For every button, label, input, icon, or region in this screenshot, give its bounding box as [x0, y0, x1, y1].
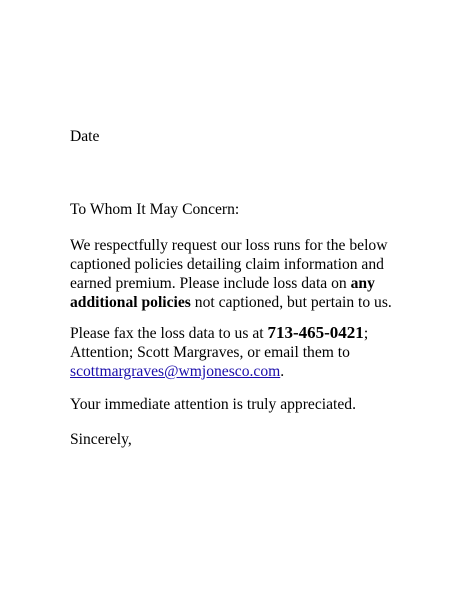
fax-line-1-text: Please fax the loss data to us at — [70, 325, 268, 342]
fax-line-1-suffix: ; — [363, 325, 369, 342]
request-line-3-text: earned premium. Please include loss data on — [70, 275, 351, 292]
request-line-4-text: not captioned, but pertain to us. — [190, 294, 392, 311]
request-paragraph — [70, 236, 470, 312]
emphasis-any: any — [350, 275, 375, 292]
salutation: To Whom It May Concern: — [70, 201, 240, 218]
fax-phone-number: 713-465-0421 — [267, 323, 364, 342]
request-line-2: captioned policies detailing claim information and — [70, 256, 384, 273]
request-line-1: We respectfully request our loss runs for the below — [70, 237, 388, 254]
appreciation-line: Your immediate attention is truly appreciated. — [70, 396, 356, 413]
fax-line-2: Attention; Scott Margraves, or email them to — [70, 344, 350, 361]
fax-line-3 — [70, 362, 470, 381]
closing-line: Sincerely, — [70, 431, 132, 448]
request-line-4 — [70, 293, 470, 312]
fax-line-3-suffix: . — [280, 363, 285, 380]
date-line: Date — [70, 128, 100, 145]
email-link[interactable]: scottmargraves@wmjonesco.com — [70, 363, 281, 380]
fax-paragraph — [70, 323, 470, 381]
request-line-3 — [70, 274, 470, 293]
fax-line-1 — [70, 323, 470, 343]
emphasis-additional-policies: additional policies — [70, 294, 191, 311]
